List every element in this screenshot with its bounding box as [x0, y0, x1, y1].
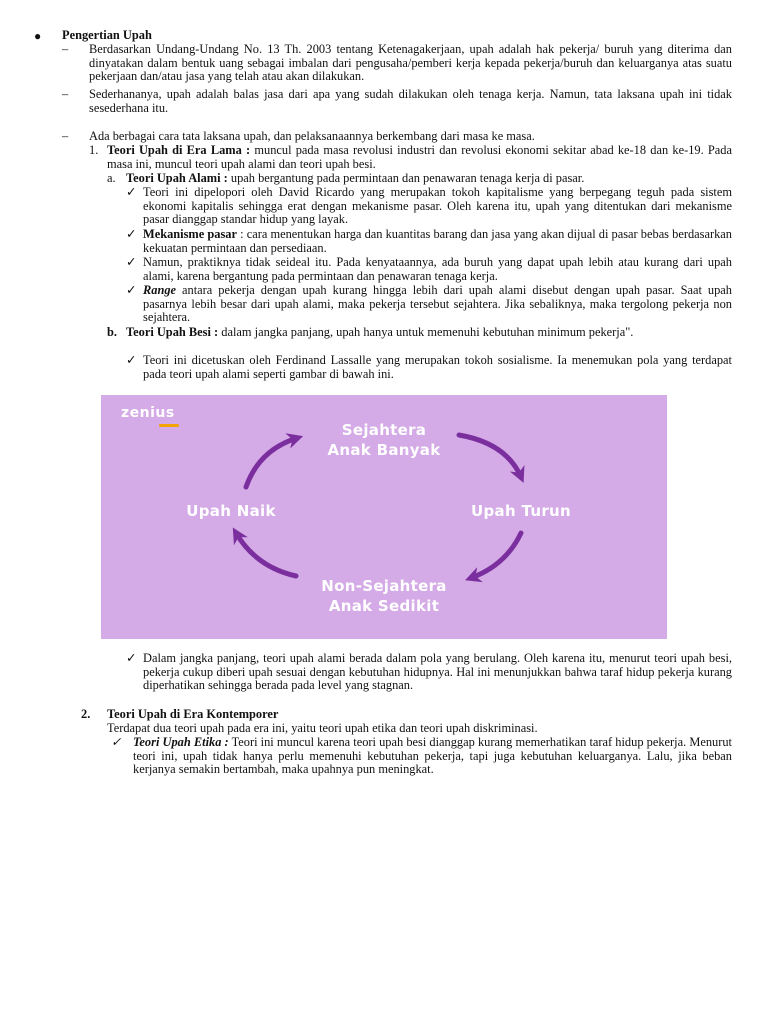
- era-lama-text: muncul pada masa revolusi industri dan revolusi ekonomi sekitar abad ke-18 dan ke-19. Pada masa ini, muncul teori upah alami dan teori upah besi.: [107, 143, 732, 171]
- check-icon: ✓: [126, 255, 137, 269]
- dash-marker: –: [62, 42, 69, 56]
- intro-paragraph-3: Ada berbagai cara tata laksana upah, dan pelaksanaannya berkembang dari masa ke masa.: [89, 129, 535, 143]
- etika-title: Teori Upah Etika :: [133, 735, 229, 749]
- after-diagram-point: Dalam jangka panjang, teori upah alami berada dalam pola yang berulang. Oleh karena itu, menurut teori upah besi, pekerja cukup diberi upah sesuai dengan kebutuhan hidupnya. Hal ini menunjukkan bahwa taraf hidup pekerja kurang diperhatikan sehingga berada pada level yang stagnan.: [143, 651, 732, 693]
- alami-item: [126, 172, 732, 186]
- mekanisme-pasar-term: Mekanisme pasar: [143, 227, 237, 241]
- arrow-top-right: [459, 435, 521, 477]
- besi-title: Teori Upah Besi :: [126, 325, 219, 339]
- alami-text: upah bergantung pada permintaan dan penawaran tenaga kerja di pasar.: [230, 171, 585, 185]
- kontemporer-title: Teori Upah di Era Kontemporer: [107, 707, 279, 721]
- wage-cycle-diagram: [101, 395, 667, 639]
- intro-paragraph-2: Sederhananya, upah adalah balas jasa dari apa yang sudah dilakukan oleh tenaga kerja. Namun, tata laksana upah ini tidak sesederhana itu.: [89, 87, 732, 115]
- check-icon: ✓: [111, 735, 122, 749]
- dash-marker: –: [62, 87, 69, 101]
- alami-point-1: Teori ini dipelopori oleh David Ricardo yang merupakan tokoh kapitalisme yang berpegang teguh pada sistem ekonomi kapitalis sehingga erat dengan mekanisme pasar. Oleh karena itu, upah yang ditentukan dari mekanisme pasar dianggap standar hidup yang layak.: [143, 185, 732, 227]
- list-letter: b.: [107, 325, 117, 339]
- arrow-bottom-right: [471, 533, 521, 578]
- section-bullet: ●: [34, 29, 42, 43]
- besi-item: [126, 326, 732, 340]
- arrow-bottom-left: [236, 533, 296, 576]
- label-non-sejahtera-anak-sedikit: Non-Sejahtera Anak Sedikit: [321, 577, 447, 615]
- dash-marker: –: [62, 129, 69, 143]
- arrow-top-left: [246, 438, 297, 487]
- alami-point-3: Namun, praktiknya tidak seideal itu. Pada kenyataannya, ada buruh yang dapat upah lebih atau kurang dari upah alami, karena bergantung pada permintaan dan penawaran tenaga kerja.: [143, 255, 732, 283]
- etika-item: [133, 736, 732, 777]
- list-number: 2.: [81, 707, 91, 721]
- list-number: 1.: [89, 143, 99, 157]
- list-letter: a.: [107, 171, 116, 185]
- check-icon: ✓: [126, 185, 137, 199]
- besi-text: dalam jangka panjang, upah hanya untuk memenuhi kebutuhan minimum pekerja".: [221, 325, 634, 339]
- label-upah-turun: Upah Turun: [471, 502, 571, 520]
- kontemporer-text: Terdapat dua teori upah pada era ini, yaitu teori upah etika dan teori upah diskriminasi.: [107, 721, 538, 735]
- besi-point-1: Teori ini dicetuskan oleh Ferdinand Lassalle yang merupakan tokoh sosialisme. Ia menemukan pola yang terdapat pada teori upah alami seperti gambar di bawah ini.: [143, 353, 732, 381]
- era-lama-title: Teori Upah di Era Lama :: [107, 143, 251, 157]
- alami-title: Teori Upah Alami :: [126, 171, 228, 185]
- intro-paragraph-1: Berdasarkan Undang-Undang No. 13 Th. 2003 tentang Ketenagakerjaan, upah adalah hak pekerja/ buruh yang diterima dan dinyatakan dalam bentuk uang sebagai imbalan dari pengusaha/pemberi kerja kepada pekerja/buruh dan keluarganya atas suatu pekerjaan dan/atau jasa yang telah atau akan dilakukan.: [89, 42, 732, 84]
- check-icon: ✓: [126, 353, 137, 367]
- range-term: Range: [143, 283, 177, 297]
- check-icon: ✓: [126, 227, 137, 241]
- alami-point-2: Mekanisme pasar : cara menentukan harga dan kuantitas barang dan jasa yang akan dijual di pasar bebas berdasarkan kekuatan permintaan dan persediaan.: [143, 227, 732, 255]
- label-sejahtera-anak-banyak: Sejahtera Anak Banyak: [327, 421, 441, 459]
- check-icon: ✓: [126, 651, 137, 665]
- era-lama-item: [107, 144, 732, 171]
- zenius-logo: zenius: [121, 405, 175, 421]
- etika-text: Teori ini muncul karena teori upah besi dianggap kurang memerhatikan taraf hidup pekerja. Menurut teori ini, upah tidak hanya perlu memenuhi kebutuhan pekerja, tapi juga kebutuhan keluarganya. Lalu, jika beban kerjanya semakin bertambah, maka upahnya pun meningkat.: [133, 735, 732, 777]
- label-upah-naik: Upah Naik: [186, 502, 276, 520]
- section-heading: Pengertian Upah: [62, 28, 152, 42]
- check-icon: ✓: [126, 283, 137, 297]
- alami-point-4: Range antara pekerja dengan upah kurang hingga lebih dari upah alami disebut dengan upah pasar. Saat upah pasarnya lebih besar dari upah alami, maka pekerja tersebut sejahtera. Jika sebaliknya, maka tergolong pekerja non sejahtera.: [143, 283, 732, 325]
